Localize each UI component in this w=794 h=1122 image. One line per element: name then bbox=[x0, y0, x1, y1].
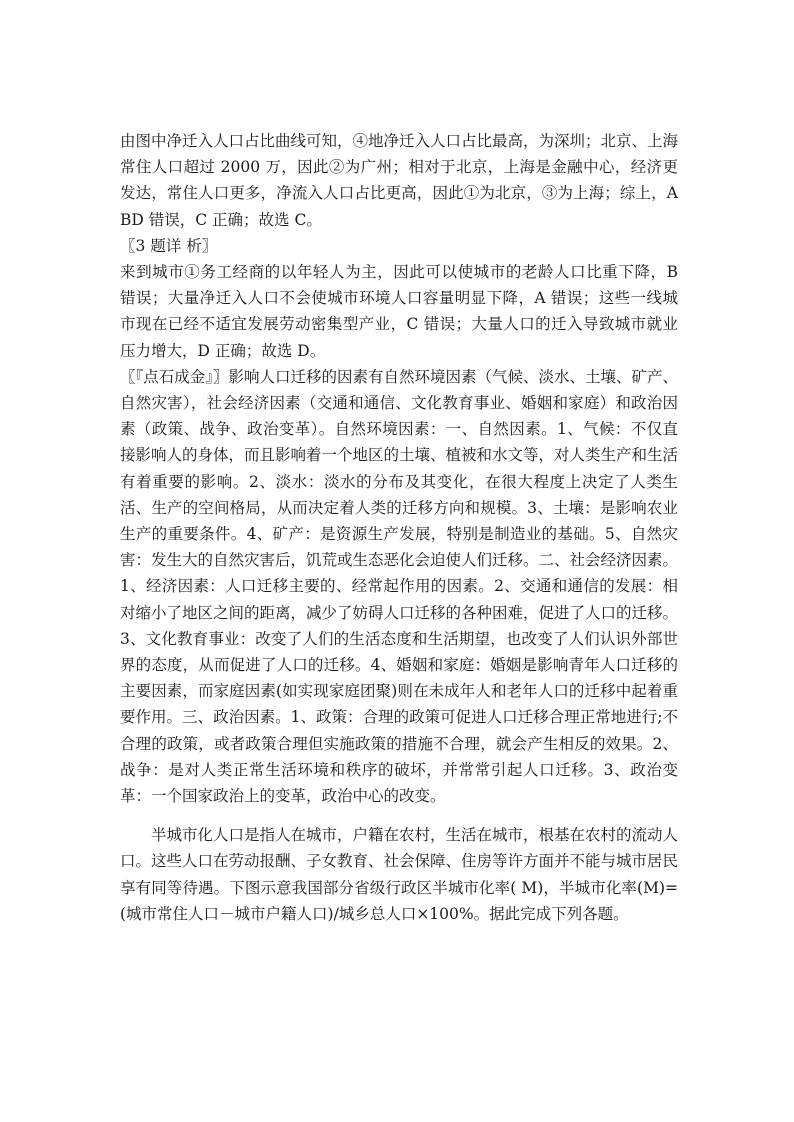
document-page bbox=[120, 128, 678, 927]
question-3-label: 〖3 题详 析〗 bbox=[120, 236, 218, 255]
question-intro-paragraph: 半城市化人口是指人在城市，户籍在农村，生活在城市，根基在农村的流动人口。这些人口在劳动报酬、子女教育、社会保障、住房等许方面并不能与城市居民享有同等待遇。下图示意我国部分省级行政区半城市化率( M)，半城市化率(M)=(城市常住人口－城市户籍人口)/城乡总人口×100%。据此完成下列各题。 bbox=[120, 826, 679, 923]
answer-paragraph-3: 来到城市①务工经商的以年轻人为主，因此可以使城市的老龄人口比重下降，B 错误；大量净迁入人口不会使城市环境人口容量明显下降，A 错误；这些一线城市现在已经不适宜发展劳动密集型产业，C 错误；大量人口的迁入导致城市就业压力增大，D 正确；故选 D。 bbox=[120, 263, 678, 360]
paragraph-gap bbox=[120, 809, 678, 822]
answer-paragraph-2: 由图中净迁入人口占比曲线可知，④地净迁入人口占比最高，为深圳；北京、上海常住人口超过 2000 万，因此②为广州；相对于北京，上海是金融中心，经济更发达，常住人口更多，净流入人口占比更高，因此①为北京，③为上海；综上，ABD 错误，C 正确；故选 C。 bbox=[120, 132, 679, 229]
key-points-paragraph: 〖『点石成金』〗影响人口迁移的因素有自然环境因素（气候、淡水、土壤、矿产、自然灾害），社会经济因素（交通和通信、文化教育事业、婚姻和家庭）和政治因素（政策、战争、政治变革）。自然环境因素：一、自然因素。1、气候：不仅直接影响人的身体，而且影响着一个地区的土壤、植被和水文等，对人类生产和生活有着重要的影响。2、淡水：淡水的分布及其变化，在很大程度上决定了人类生活、生产的空间格局，从而决定着人类的迁移方向和规模。3、土壤：是影响农业生产的重要条件。4、矿产：是资源生产发展，特别是制造业的基础。5、自然灾害：发生大的自然灾害后，饥荒或生态恶化会迫使人们迁移。二、社会经济因素。1、经济因素：人口迁移主要的、经常起作用的因素。2、交通和通信的发展：相对缩小了地区之间的距离，减少了妨碍人口迁移的各种困难，促进了人口的迁移。3、文化教育事业：改变了人们的生活态度和生活期望，也改变了人们认识外部世界的态度，从而促进了人口的迁移。4、婚姻和家庭：婚姻是影响青年人口迁移的主要因素，而家庭因素(如实现家庭团聚)则在未成年人和老年人口的迁移中起着重要作用。三、政治因素。1、政策：合理的政策可促进人口迁移合理正常地进行;不合理的政策，或者政策合理但实施政策的措施不合理，就会产生相反的效果。2、战争：是对人类正常生活环境和秩序的破坏，并常常引起人口迁移。3、政治变革：一个国家政治上的变革，政治中心的改变。 bbox=[120, 367, 679, 806]
